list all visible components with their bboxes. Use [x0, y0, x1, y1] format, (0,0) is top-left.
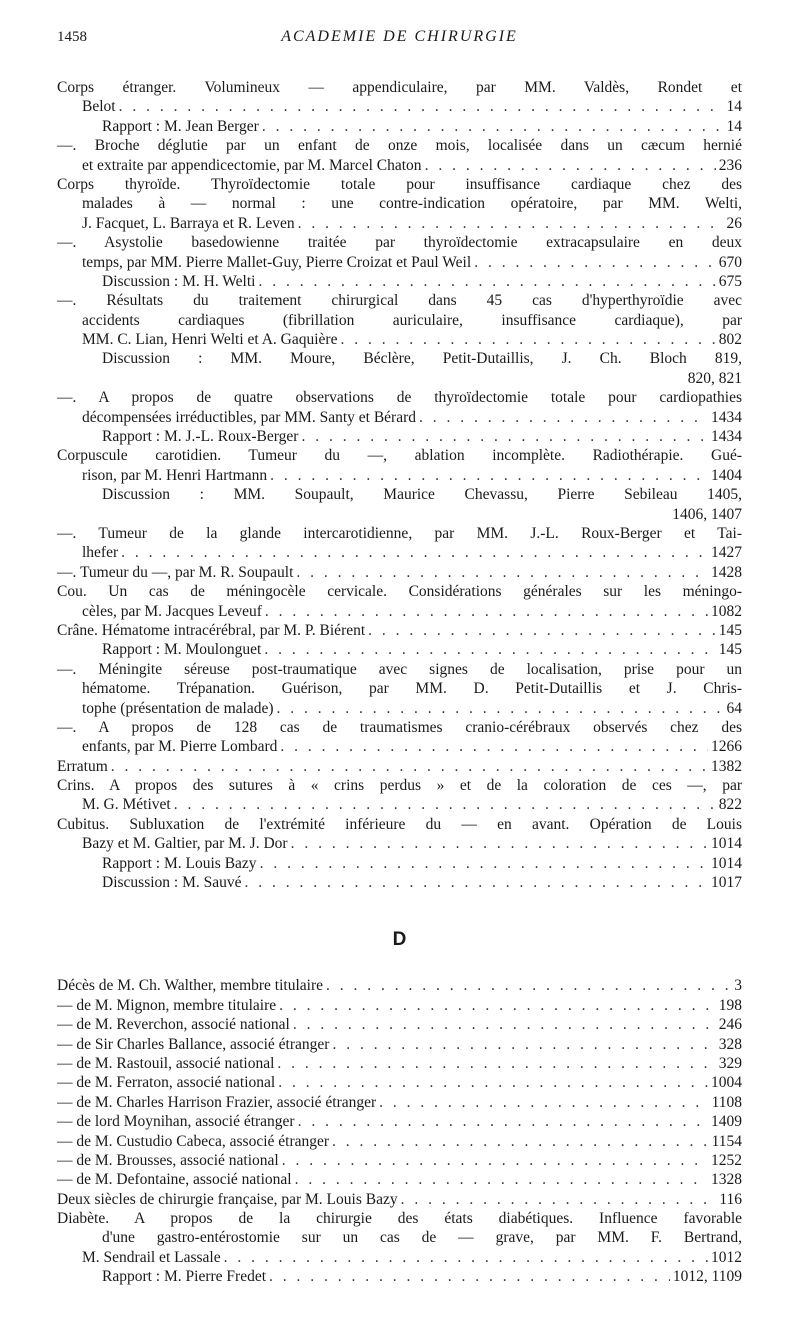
index-line: [57, 272, 742, 291]
leader-dots: [291, 834, 708, 853]
leader-dots: [295, 1170, 708, 1189]
entry-text: — de M. Defontaine, associé national: [57, 1171, 292, 1189]
entry-text: — de Sir Charles Ballance, associé étranger: [57, 1035, 330, 1053]
index-line: [57, 854, 742, 873]
leader-dots: [280, 737, 708, 756]
entry-text: MM. C. Lian, Henri Welti et A. Gaquière: [82, 331, 338, 349]
index-line: [57, 78, 742, 97]
entry-text: M. G. Métivet: [82, 796, 171, 814]
page-ref: 1014: [711, 854, 742, 872]
leader-dots: [401, 1190, 717, 1209]
leader-dots: [296, 563, 708, 582]
index-line: [57, 466, 742, 485]
leader-dots: [174, 795, 716, 814]
index-line: [57, 699, 742, 718]
index-line: [57, 349, 742, 368]
entry-text: tophe (présentation de malade): [82, 699, 274, 717]
index-line: [57, 563, 742, 582]
index-line: [57, 1267, 742, 1286]
leader-dots: [245, 873, 709, 892]
index-line: [57, 815, 742, 834]
index-line: [57, 660, 742, 679]
page-ref: 1434: [711, 428, 742, 446]
index-line: [57, 136, 742, 155]
leader-dots: [264, 640, 715, 659]
leader-dots: [277, 1054, 715, 1073]
page-ref: 1434: [711, 408, 742, 426]
leader-dots: [258, 272, 715, 291]
leader-dots: [265, 602, 708, 621]
page-ref: 1409: [711, 1113, 742, 1131]
page-ref: 3: [734, 977, 742, 995]
entry-text: —. Méningite séreuse post-traumatique avec signes de localisation, prise pour un: [57, 660, 742, 678]
index-line: [57, 1015, 742, 1034]
index-line: [57, 1112, 742, 1131]
index-line: [57, 602, 742, 621]
page-ref: 1328: [711, 1171, 742, 1189]
page-ref: 329: [718, 1054, 742, 1072]
leader-dots: [332, 1035, 715, 1054]
entry-text: —. A propos de 128 cas de traumatismes cranio-cérébraux observés chez des: [57, 718, 742, 736]
index-line: [57, 976, 742, 995]
entry-text: d'une gastro-entérostomie sur un cas de — grave, par MM. F. Bertrand,: [102, 1229, 742, 1247]
entry-text: Rapport : M. Jean Berger: [102, 117, 259, 135]
entry-text: —. Résultats du traitement chirurgical dans 45 cas d'hyperthyroïdie avec: [57, 292, 742, 310]
entry-text: décompensées irréductibles, par MM. Santy et Bérard: [82, 408, 417, 426]
entry-text: —. Tumeur du —, par M. R. Soupault: [57, 563, 294, 581]
entry-text: temps, par MM. Pierre Mallet-Guy, Pierre Croizat et Paul Weil: [82, 253, 472, 271]
page-ref: 145: [718, 641, 742, 659]
section-letter: D: [392, 929, 407, 951]
index-line: [57, 291, 742, 310]
entry-text: rison, par M. Henri Hartmann: [82, 466, 268, 484]
entry-text: Corps thyroïde. Thyroïdectomie totale pour insuffisance cardiaque chez des: [57, 175, 742, 193]
page-ref: 1252: [711, 1151, 742, 1169]
page-ref: 236: [718, 156, 742, 174]
index-line: [57, 388, 742, 407]
page-ref: 675: [718, 272, 742, 290]
index-line: [57, 1132, 742, 1151]
entry-text: 820, 821: [687, 369, 742, 387]
leader-dots: [298, 1112, 708, 1131]
entry-text: —. Asystolie basedowienne traitée par thyroïdectomie extracapsulaire en deux: [57, 234, 742, 252]
leader-dots: [368, 621, 716, 640]
page-ref: 1014: [711, 835, 742, 853]
entry-text: — de M. Rastouil, associé national: [57, 1054, 275, 1072]
entry-text: hématome. Trépanation. Guérison, par MM. D. Petit-Dutaillis et J. Chris-: [82, 680, 742, 698]
index-line: [57, 253, 742, 272]
leader-dots: [474, 253, 716, 272]
leader-dots: [111, 757, 708, 776]
page-ref: 26: [726, 214, 742, 232]
entry-text: — de M. Mignon, membre titulaire: [57, 996, 277, 1014]
index-line: [57, 1151, 742, 1170]
entry-text: — de M. Brousses, associé national: [57, 1151, 279, 1169]
index-line: [57, 117, 742, 136]
index-line: [57, 873, 742, 892]
running-title: ACADEMIE DE CHIRURGIE: [281, 28, 518, 45]
entry-text: malades à — normal : une contre-indication opératoire, par MM. Welti,: [82, 195, 742, 213]
page-ref: 1082: [711, 602, 742, 620]
entry-text: Crâne. Hématome intracérébral, par M. P. Biérent: [57, 621, 366, 639]
leader-dots: [293, 1015, 716, 1034]
index-line: [57, 776, 742, 795]
index-line: [57, 427, 742, 446]
index-line: [57, 1228, 742, 1247]
entry-text: J. Facquet, L. Barraya et R. Leven: [82, 214, 295, 232]
index-line: [57, 1054, 742, 1073]
entry-text: Rapport : M. Moulonguet: [102, 641, 262, 659]
index-line: [57, 1209, 742, 1228]
leader-dots: [119, 97, 724, 116]
leader-dots: [379, 1093, 708, 1112]
page-ref: 1428: [711, 563, 742, 581]
entry-text: Belot: [82, 98, 116, 116]
page-ref: 1012, 1109: [672, 1268, 742, 1286]
page-ref: 1427: [711, 544, 742, 562]
index-line: [57, 311, 742, 330]
index-line: [57, 543, 742, 562]
index-line: [57, 737, 742, 756]
page-ref: 145: [718, 621, 742, 639]
index-line: [57, 795, 742, 814]
index-line: [57, 330, 742, 349]
entry-text: enfants, par M. Pierre Lombard: [82, 738, 278, 756]
leader-dots: [269, 1267, 670, 1286]
index-line: [57, 1170, 742, 1189]
index-line: [57, 369, 742, 388]
page-ref: 1404: [711, 466, 742, 484]
entry-text: Corps étranger. Volumineux — appendiculaire, par MM. Valdès, Rondet et: [57, 79, 742, 96]
entry-text: —. A propos de quatre observations de thyroïdectomie totale pour cardiopathies: [57, 389, 742, 407]
entry-text: lhefer: [82, 544, 119, 562]
leader-dots: [121, 543, 708, 562]
index-line: [57, 1248, 742, 1267]
entry-text: Discussion : MM. Soupault, Maurice Chevassu, Pierre Sebileau 1405,: [102, 486, 742, 504]
index-line: [57, 582, 742, 601]
index-line: [57, 640, 742, 659]
index-line: [57, 679, 742, 698]
index-line: [57, 233, 742, 252]
leader-dots: [419, 408, 708, 427]
page-ref: 670: [718, 253, 742, 271]
leader-dots: [332, 1132, 709, 1151]
entry-text: — de lord Moynihan, associé étranger: [57, 1113, 295, 1131]
page-ref: 246: [718, 1016, 742, 1034]
index-line: [57, 834, 742, 853]
page-ref: 198: [718, 996, 742, 1014]
entry-text: Rapport : M. Pierre Fredet: [102, 1268, 267, 1286]
page-ref: 1012: [711, 1248, 742, 1266]
leader-dots: [282, 1151, 708, 1170]
page-ref: 1017: [711, 874, 742, 892]
entry-text: — de M. Custudio Cabeca, associé étranger: [57, 1132, 330, 1150]
entry-text: Deux siècles de chirurgie française, par M. Louis Bazy: [57, 1190, 398, 1208]
index-line: [57, 505, 742, 524]
index-line: [57, 524, 742, 543]
index-entries-c: [57, 78, 742, 892]
index-line: [57, 214, 742, 233]
page-ref: 822: [718, 796, 742, 814]
leader-dots: [224, 1248, 708, 1267]
entry-text: Erratum: [57, 757, 108, 775]
page-ref: 1004: [711, 1074, 742, 1092]
index-line: [57, 757, 742, 776]
index-entries-d: [57, 976, 742, 1286]
entry-text: Discussion : M. H. Welti: [102, 272, 256, 290]
index-line: [57, 97, 742, 116]
leader-dots: [262, 117, 724, 136]
page-ref: 14: [726, 98, 742, 116]
entry-text: Rapport : M. Louis Bazy: [102, 854, 257, 872]
entry-text: cèles, par M. Jacques Leveuf: [82, 602, 262, 620]
entry-text: — de M. Charles Harrison Frazier, associé étranger: [57, 1093, 377, 1111]
leader-dots: [301, 427, 708, 446]
leader-dots: [270, 466, 708, 485]
page-number: 1458: [57, 29, 87, 45]
entry-text: Discussion : M. Sauvé: [102, 874, 242, 892]
entry-text: Décès de M. Ch. Walther, membre titulaire: [57, 977, 323, 995]
index-line: [57, 175, 742, 194]
index-line: [57, 446, 742, 465]
entry-text: Bazy et M. Galtier, par M. J. Dor: [82, 835, 288, 853]
page-header: [57, 28, 742, 54]
index-line: [57, 1035, 742, 1054]
page-ref: 1108: [711, 1093, 742, 1111]
index-line: [57, 1073, 742, 1092]
entry-text: Discussion : MM. Moure, Béclère, Petit-Dutaillis, J. Ch. Bloch 819,: [102, 350, 742, 368]
entry-text: Cou. Un cas de méningocèle cervicale. Considérations générales sur les méningo-: [57, 583, 742, 601]
page-ref: 802: [718, 331, 742, 349]
entry-text: — de M. Reverchon, associé national: [57, 1016, 290, 1034]
entry-text: Corpuscule carotidien. Tumeur du —, ablation incomplète. Radiothérapie. Gué-: [57, 447, 742, 465]
index-line: [57, 996, 742, 1015]
index-line: [57, 194, 742, 213]
page-ref: 116: [719, 1190, 742, 1208]
page-ref: 14: [726, 117, 742, 135]
entry-text: 1406, 1407: [672, 505, 742, 523]
index-line: [57, 156, 742, 175]
entry-text: Crins. A propos des sutures à « crins perdus » et de la coloration de ces —, par: [57, 777, 742, 795]
index-line: [57, 621, 742, 640]
entry-text: Rapport : M. J.-L. Roux-Berger: [102, 428, 299, 446]
page-ref: 1382: [711, 757, 742, 775]
entry-text: — de M. Ferraton, associé national: [57, 1074, 276, 1092]
index-line: [57, 408, 742, 427]
leader-dots: [326, 976, 731, 995]
entry-text: —. Broche déglutie par un enfant de onze mois, localisée dans un cæcum hernié: [57, 137, 742, 155]
index-line: [57, 1190, 742, 1209]
index-line: [57, 1093, 742, 1112]
page-ref: 1154: [711, 1132, 742, 1150]
entry-text: accidents cardiaques (fibrillation auriculaire, insuffisance cardiaque), par: [82, 311, 742, 329]
entry-text: M. Sendrail et Lassale: [82, 1248, 221, 1266]
entry-text: Diabète. A propos de la chirurgie des états diabétiques. Influence favorable: [57, 1210, 742, 1228]
page-ref: 328: [718, 1035, 742, 1053]
leader-dots: [298, 214, 724, 233]
entry-text: et extraite par appendicectomie, par M. Marcel Chaton: [82, 156, 422, 174]
leader-dots: [260, 854, 708, 873]
index-line: [57, 718, 742, 737]
page-ref: 1266: [711, 738, 742, 756]
leader-dots: [340, 330, 715, 349]
leader-dots: [277, 699, 724, 718]
leader-dots: [279, 996, 716, 1015]
entry-text: —. Tumeur de la glande intercarotidienne, par MM. J.-L. Roux-Berger et Tai-: [57, 524, 742, 542]
page-ref: 64: [726, 699, 742, 717]
entry-text: Cubitus. Subluxation de l'extrémité inférieure du — en avant. Opération de Louis: [57, 815, 742, 833]
leader-dots: [425, 156, 716, 175]
leader-dots: [278, 1073, 708, 1092]
index-line: [57, 485, 742, 504]
